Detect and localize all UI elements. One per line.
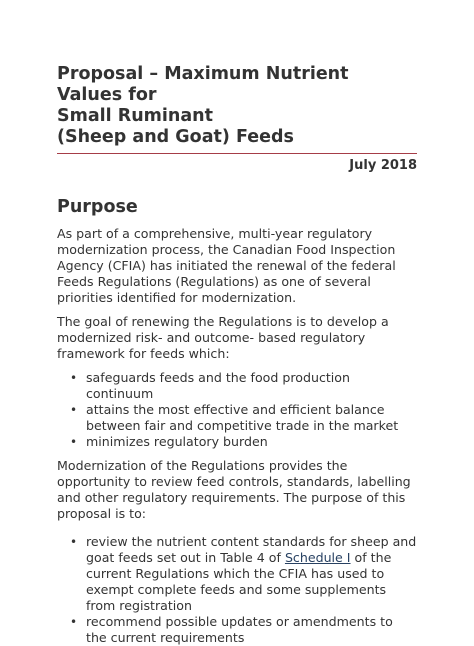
list-item-text: recommend possible updates or amendments to the current requirements bbox=[86, 614, 393, 645]
list-item bbox=[57, 434, 417, 450]
paragraph-modernization: Modernization of the Regulations provides the opportunity to review feed controls, standards, labelling and other regulatory requirements. The purpose of this proposal is to: bbox=[57, 458, 411, 521]
purpose-list bbox=[57, 534, 417, 646]
title-line-1: Proposal – Maximum Nutrient Values for bbox=[57, 64, 349, 105]
purpose-heading: Purpose bbox=[57, 197, 138, 217]
list-item-text: attains the most effective and efficient balance between fair and competitive trade in the market bbox=[86, 402, 399, 433]
list-item-text: minimizes regulatory burden bbox=[86, 434, 268, 449]
document-title bbox=[57, 64, 417, 148]
title-line-3: (Sheep and Goat) Feeds bbox=[57, 127, 294, 147]
bullet-icon: • bbox=[70, 435, 78, 449]
bullet-icon: • bbox=[70, 371, 78, 385]
publication-date: July 2018 bbox=[349, 158, 417, 173]
title-line-2: Small Ruminant bbox=[57, 106, 213, 126]
paragraph-intro: As part of a comprehensive, multi-year regulatory modernization process, the Canadian Food Inspection Agency (CFIA) has initiated the renewal of the federal Feeds Regulations (Regulations) as one of several priorities identified for modernization. bbox=[57, 226, 396, 305]
title-divider bbox=[57, 153, 417, 154]
list-item-text-start: review the nutrient content standards for sheep and goat feeds set out in Table 4 of bbox=[86, 534, 417, 565]
paragraph-goal: The goal of renewing the Regulations is to develop a modernized risk- and outcome- based regulatory framework for feeds which: bbox=[57, 314, 389, 361]
list-item bbox=[57, 534, 417, 614]
list-item bbox=[57, 370, 417, 402]
list-item-text: safeguards feeds and the food production continuum bbox=[86, 370, 350, 401]
goal-list bbox=[57, 370, 417, 450]
list-item bbox=[57, 614, 417, 646]
bullet-icon: • bbox=[70, 535, 78, 549]
list-item-text-end: of the current Regulations which the CFIA has used to exempt complete feeds and some supplements from registration bbox=[86, 550, 392, 613]
list-item bbox=[57, 402, 417, 434]
bullet-icon: • bbox=[70, 615, 78, 629]
bullet-icon: • bbox=[70, 403, 78, 417]
schedule-i-link[interactable]: Schedule I bbox=[284, 550, 351, 565]
